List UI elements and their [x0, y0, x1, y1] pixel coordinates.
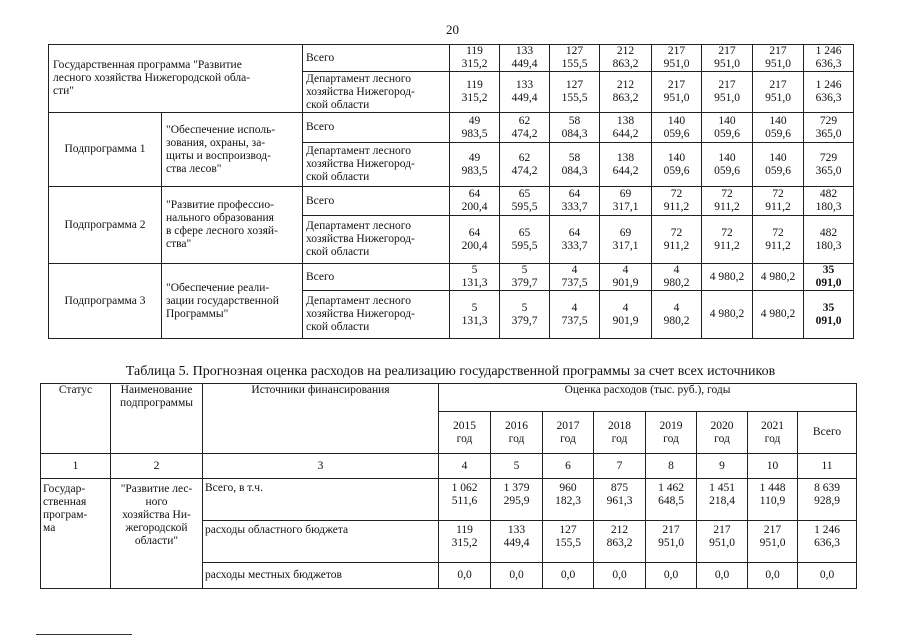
subprogram-name-cell: "Развитие профессио- нального образования в сфере лесного хозяй- ства": [162, 187, 303, 264]
funding-source-cell: расходы областного бюджета: [203, 521, 439, 563]
value-cell: 5 131,3: [450, 291, 500, 339]
value-cell: 138 644,2: [600, 113, 652, 143]
subprogram-name-cell: "Развитие лес- ного хозяйства Ни- жегородской области": [111, 479, 203, 589]
value-cell: 72 911,2: [753, 216, 804, 264]
year-header-cell: 2016 год: [491, 412, 543, 454]
value-cell: 133 449,4: [500, 45, 550, 72]
value-cell: 4 901,9: [600, 264, 652, 291]
value-cell: 62 474,2: [500, 113, 550, 143]
value-cell: 4 737,5: [550, 264, 600, 291]
funding-source-cell: Всего: [303, 187, 450, 216]
table-caption: Таблица 5. Прогнозная оценка расходов на реализацию государственной программы за счет всех источников: [125, 364, 776, 379]
value-cell: 64 200,4: [450, 216, 500, 264]
value-cell: 133 449,4: [491, 521, 543, 563]
value-cell: 1 246 636,3: [804, 72, 854, 113]
value-cell: 482 180,3: [804, 187, 854, 216]
value-cell: 4 737,5: [550, 291, 600, 339]
program-name-cell: Государственная программа "Развитие лесного хозяйства Нижегородской обла- сти": [49, 45, 303, 113]
value-cell: 729 365,0: [804, 143, 854, 187]
table-row: [49, 264, 854, 291]
value-cell: 212 863,2: [600, 45, 652, 72]
funding-source-cell: Всего: [303, 113, 450, 143]
value-cell: 119 315,2: [450, 72, 500, 113]
value-cell: 212 863,2: [600, 72, 652, 113]
value-cell: 217 951,0: [652, 72, 702, 113]
value-cell: 140 059,6: [753, 113, 804, 143]
status-cell: Государ- ственная програм- ма: [41, 479, 111, 589]
value-cell: 875 961,3: [594, 479, 646, 521]
value-cell: 49 983,5: [450, 143, 500, 187]
value-cell: 140 059,6: [702, 143, 753, 187]
value-cell: 217 951,0: [652, 45, 702, 72]
funding-source-cell: Всего: [303, 45, 450, 72]
value-cell: 729 365,0: [804, 113, 854, 143]
subprogram-label-cell: Подпрограмма 3: [49, 264, 162, 339]
value-cell: 140 059,6: [702, 113, 753, 143]
value-cell: 5 379,7: [500, 291, 550, 339]
value-cell: 0,0: [798, 563, 857, 589]
year-header-cell: 2017 год: [543, 412, 594, 454]
value-cell: 4 980,2: [753, 291, 804, 339]
value-cell: 217 951,0: [753, 72, 804, 113]
year-header-cell: 2018 год: [594, 412, 646, 454]
value-cell: 960 182,3: [543, 479, 594, 521]
subprogram-name-cell: "Обеспечение исполь- зования, охраны, за- щиты и воспроизвод- ства лесов": [162, 113, 303, 187]
value-cell: 1 379 295,9: [491, 479, 543, 521]
subprogram-label-cell: Подпрограмма 1: [49, 113, 162, 187]
value-cell: 35 091,0: [804, 264, 854, 291]
value-cell: 119 315,2: [439, 521, 491, 563]
value-cell: 127 155,5: [550, 72, 600, 113]
value-cell: 217 951,0: [697, 521, 748, 563]
funding-source-cell: Департамент лесного хозяйства Нижегород- ской области: [303, 143, 450, 187]
value-cell: 49 983,5: [450, 113, 500, 143]
header-cost-estimate: Оценка расходов (тыс. руб.), годы: [439, 384, 857, 412]
value-cell: 138 644,2: [600, 143, 652, 187]
value-cell: 1 062 511,6: [439, 479, 491, 521]
value-cell: 64 333,7: [550, 187, 600, 216]
value-cell: 64 333,7: [550, 216, 600, 264]
table-row: [49, 113, 854, 143]
value-cell: 0,0: [543, 563, 594, 589]
column-number-cell: 6: [543, 454, 594, 479]
value-cell: 72 911,2: [652, 216, 702, 264]
funding-source-cell: Департамент лесного хозяйства Нижегород- ской области: [303, 291, 450, 339]
column-number-cell: 4: [439, 454, 491, 479]
value-cell: 72 911,2: [753, 187, 804, 216]
funding-source-cell: Департамент лесного хозяйства Нижегород- ской области: [303, 72, 450, 113]
value-cell: 65 595,5: [500, 216, 550, 264]
page-number: 20: [446, 22, 459, 37]
header-funding-sources: Источники финансирования: [203, 384, 439, 454]
value-cell: 217 951,0: [646, 521, 697, 563]
footnote-divider: [36, 634, 132, 635]
value-cell: 217 951,0: [702, 45, 753, 72]
value-cell: 1 246 636,3: [804, 45, 854, 72]
value-cell: 133 449,4: [500, 72, 550, 113]
header-status: Статус: [41, 384, 111, 454]
column-number-cell: 3: [203, 454, 439, 479]
year-header-cell: 2021 год: [748, 412, 798, 454]
year-header-cell: Всего: [798, 412, 857, 454]
funding-source-cell: Всего: [303, 264, 450, 291]
column-number-cell: 8: [646, 454, 697, 479]
value-cell: 4 980,2: [652, 264, 702, 291]
value-cell: 140 059,6: [652, 113, 702, 143]
column-number-cell: 1: [41, 454, 111, 479]
value-cell: 0,0: [748, 563, 798, 589]
subprogram-name-cell: "Обеспечение реали- зации государственной Программы": [162, 264, 303, 339]
column-number-cell: 7: [594, 454, 646, 479]
value-cell: 4 980,2: [753, 264, 804, 291]
column-number-cell: 11: [798, 454, 857, 479]
value-cell: 4 901,9: [600, 291, 652, 339]
value-cell: 58 084,3: [550, 113, 600, 143]
budget-table-top: [48, 44, 854, 339]
value-cell: 140 059,6: [753, 143, 804, 187]
value-cell: 127 155,5: [543, 521, 594, 563]
value-cell: 8 639 928,9: [798, 479, 857, 521]
value-cell: 0,0: [594, 563, 646, 589]
value-cell: 5 379,7: [500, 264, 550, 291]
value-cell: 69 317,1: [600, 216, 652, 264]
year-header-cell: 2020 год: [697, 412, 748, 454]
value-cell: 1 448 110,9: [748, 479, 798, 521]
value-cell: 212 863,2: [594, 521, 646, 563]
value-cell: 1 462 648,5: [646, 479, 697, 521]
value-cell: 0,0: [491, 563, 543, 589]
value-cell: 217 951,0: [748, 521, 798, 563]
value-cell: 0,0: [439, 563, 491, 589]
funding-source-cell: Всего, в т.ч.: [203, 479, 439, 521]
column-number-cell: 2: [111, 454, 203, 479]
value-cell: 72 911,2: [702, 216, 753, 264]
table-row: [49, 187, 854, 216]
value-cell: 62 474,2: [500, 143, 550, 187]
value-cell: 5 131,3: [450, 264, 500, 291]
value-cell: 58 084,3: [550, 143, 600, 187]
value-cell: 4 980,2: [652, 291, 702, 339]
budget-table-5: [40, 383, 857, 589]
column-number-cell: 5: [491, 454, 543, 479]
column-number-cell: 9: [697, 454, 748, 479]
value-cell: 64 200,4: [450, 187, 500, 216]
table-row: [49, 45, 854, 72]
value-cell: 140 059,6: [652, 143, 702, 187]
table5-header-row: [41, 384, 857, 412]
value-cell: 72 911,2: [702, 187, 753, 216]
subprogram-label-cell: Подпрограмма 2: [49, 187, 162, 264]
funding-source-cell: расходы местных бюджетов: [203, 563, 439, 589]
value-cell: 1 451 218,4: [697, 479, 748, 521]
value-cell: 35 091,0: [804, 291, 854, 339]
column-number-cell: 10: [748, 454, 798, 479]
value-cell: 119 315,2: [450, 45, 500, 72]
value-cell: 217 951,0: [753, 45, 804, 72]
year-header-cell: 2019 год: [646, 412, 697, 454]
value-cell: 482 180,3: [804, 216, 854, 264]
value-cell: 69 317,1: [600, 187, 652, 216]
funding-source-cell: Департамент лесного хозяйства Нижегород- ской области: [303, 216, 450, 264]
year-header-cell: 2015 год: [439, 412, 491, 454]
value-cell: 4 980,2: [702, 264, 753, 291]
value-cell: 4 980,2: [702, 291, 753, 339]
table5-column-numbers-row: [41, 454, 857, 479]
value-cell: 0,0: [646, 563, 697, 589]
value-cell: 1 246 636,3: [798, 521, 857, 563]
value-cell: 65 595,5: [500, 187, 550, 216]
header-subprogram-name: Наименование подпрограммы: [111, 384, 203, 454]
value-cell: 217 951,0: [702, 72, 753, 113]
value-cell: 72 911,2: [652, 187, 702, 216]
value-cell: 127 155,5: [550, 45, 600, 72]
value-cell: 0,0: [697, 563, 748, 589]
table-row: [41, 479, 857, 521]
